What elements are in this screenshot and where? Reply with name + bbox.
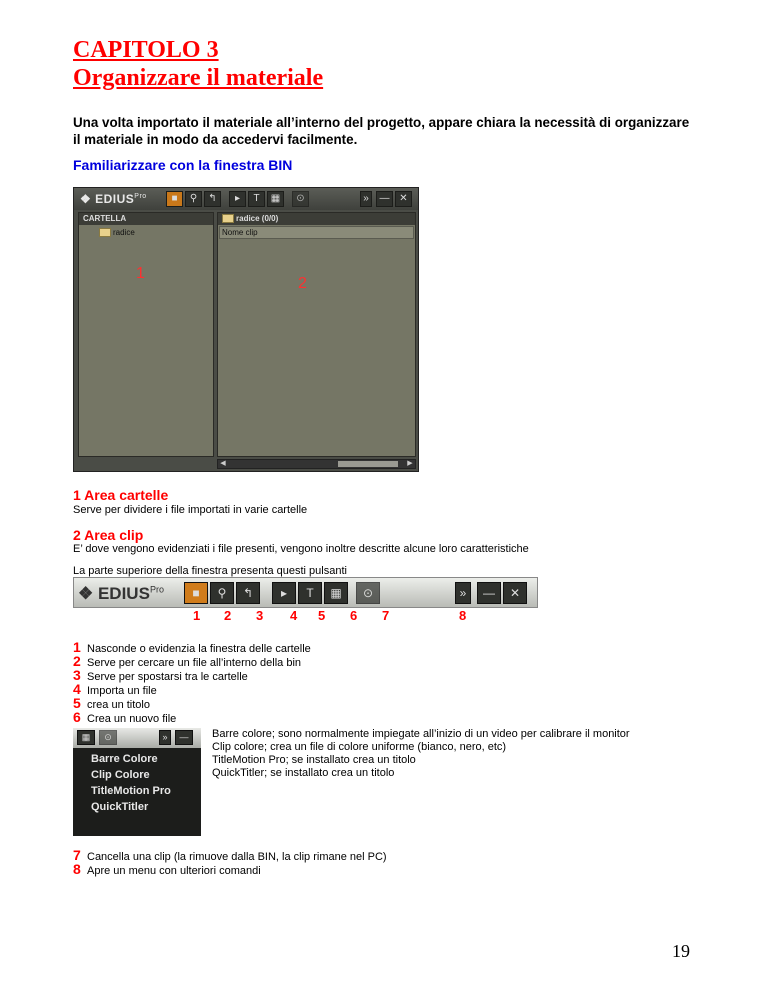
toolbar-number-8: 8 xyxy=(459,608,467,623)
folder-view-icon[interactable]: ■ xyxy=(166,191,183,207)
import-icon[interactable]: ▸ xyxy=(272,582,296,604)
minimize-icon[interactable]: — xyxy=(175,730,193,745)
delete-icon[interactable]: ⊙ xyxy=(292,191,309,207)
title-icon[interactable]: T xyxy=(298,582,322,604)
area-label-1: 1 xyxy=(136,265,145,282)
menu-item-quicktitler[interactable]: QuickTitler xyxy=(91,801,149,813)
area-cartelle-desc: Serve per dividere i file importati in varie cartelle xyxy=(73,504,308,516)
list-item: 3 Serve per spostarsi tra le cartelle xyxy=(73,667,248,683)
desc-clip-colore: Clip colore; crea un file di colore uniforme (bianco, nero, etc) xyxy=(212,741,507,753)
menu-icon[interactable]: » xyxy=(159,730,171,745)
toolbar-intro: La parte superiore della finestra presenta questi pulsanti xyxy=(73,565,347,577)
toolbar-screenshot xyxy=(73,577,538,608)
menu-icon[interactable]: » xyxy=(455,582,471,604)
dropdown-descriptions xyxy=(212,728,630,780)
close-icon[interactable]: ✕ xyxy=(395,191,412,207)
list-item: 8 Apre un menu con ulteriori comandi xyxy=(73,861,261,877)
new-file-icon[interactable]: ▦ xyxy=(77,730,95,745)
minimize-icon[interactable]: — xyxy=(477,582,501,604)
list-item: 2 Serve per cercare un file all’interno della bin xyxy=(73,653,302,669)
desc-barre-colore: Barre colore; sono normalmente impiegate all’inizio di un video per calibrare il monitor xyxy=(212,728,630,740)
area-clip-heading: 2 Area clip xyxy=(73,527,144,543)
search-icon[interactable]: ⚲ xyxy=(185,191,202,207)
menu-icon[interactable]: » xyxy=(360,191,372,207)
clip-area xyxy=(217,212,416,457)
new-file-dropdown-screenshot xyxy=(73,728,201,836)
area-clip-desc: E’ dove vengono evidenziati i file presenti, vengono inoltre descritte alcune loro caratteristiche xyxy=(73,543,529,555)
scroll-right-icon[interactable]: ▶ xyxy=(407,460,413,467)
area-cartelle-heading: 1 Area cartelle xyxy=(73,487,169,503)
intro-paragraph: Una volta importato il materiale all’interno del progetto, appare chiara la necessità di organizzare il materiale in modo da accedervi facilmente. xyxy=(73,115,690,147)
scroll-thumb[interactable] xyxy=(338,461,398,467)
dropdown-toolbar xyxy=(73,728,201,748)
chapter-number: CAPITOLO 3 xyxy=(73,37,219,63)
desc-quicktitler: QuickTitler; se installato crea un titolo xyxy=(212,767,395,779)
new-file-icon[interactable]: ▦ xyxy=(324,582,348,604)
import-icon[interactable]: ▸ xyxy=(229,191,246,207)
toolbar-number-2: 2 xyxy=(224,608,232,623)
menu-item-clip-colore[interactable]: Clip Colore xyxy=(91,769,150,781)
folder-view-icon[interactable]: ■ xyxy=(184,582,208,604)
folder-root[interactable]: radice xyxy=(99,228,135,237)
toolbar-number-3: 3 xyxy=(256,608,264,623)
menu-item-titlemotion-pro[interactable]: TitleMotion Pro xyxy=(91,785,171,797)
list-item: 6 Crea un nuovo file xyxy=(73,709,177,725)
title-icon[interactable]: T xyxy=(248,191,265,207)
toolbar-number-5: 5 xyxy=(318,608,326,623)
menu-item-barre-colore[interactable]: Barre Colore xyxy=(91,753,158,765)
toolbar-number-6: 6 xyxy=(350,608,358,623)
area-label-2: 2 xyxy=(298,275,307,292)
minimize-icon[interactable]: — xyxy=(376,191,393,207)
desc-titlemotion: TitleMotion Pro; se installato crea un titolo xyxy=(212,754,416,766)
search-icon[interactable]: ⚲ xyxy=(210,582,234,604)
toolbar-number-7: 7 xyxy=(382,608,390,623)
bin-window-screenshot xyxy=(73,187,419,472)
section-title: Familiarizzare con la finestra BIN xyxy=(73,157,293,173)
clip-header: radice (0/0) xyxy=(218,213,415,225)
up-folder-icon[interactable]: ↰ xyxy=(204,191,221,207)
list-item: 7 Cancella una clip (la rimuove dalla BIN, la clip rimane nel PC) xyxy=(73,847,387,863)
column-header-nome-clip[interactable]: Nome clip xyxy=(219,226,414,239)
folder-area xyxy=(78,212,214,457)
folder-icon xyxy=(99,228,111,237)
folder-icon xyxy=(222,214,234,223)
folder-header: CARTELLA xyxy=(79,213,213,225)
edius-logo: ❖ $EDIUS^{Pro}$ xyxy=(78,584,164,603)
delete-icon[interactable]: ⊙ xyxy=(356,582,380,604)
toolbar-number-1: 1 xyxy=(193,608,201,623)
chapter-title: Organizzare il materiale xyxy=(73,65,324,91)
scroll-left-icon[interactable]: ◀ xyxy=(220,460,226,467)
list-item: 4 Importa un file xyxy=(73,681,157,697)
delete-icon[interactable]: ⊙ xyxy=(99,730,117,745)
bin-toolbar xyxy=(74,188,418,210)
list-item: 5 crea un titolo xyxy=(73,695,150,711)
dropdown-menu xyxy=(83,751,199,815)
new-file-icon[interactable]: ▦ xyxy=(267,191,284,207)
toolbar-number-4: 4 xyxy=(290,608,298,623)
page-number: 19 xyxy=(672,941,690,961)
up-folder-icon[interactable]: ↰ xyxy=(236,582,260,604)
close-icon[interactable]: ✕ xyxy=(503,582,527,604)
horizontal-scrollbar[interactable] xyxy=(217,459,416,469)
list-item: 1 Nasconde o evidenzia la finestra delle cartelle xyxy=(73,639,311,655)
edius-logo: ❖ $EDIUS^{Pro}$ xyxy=(80,192,147,206)
